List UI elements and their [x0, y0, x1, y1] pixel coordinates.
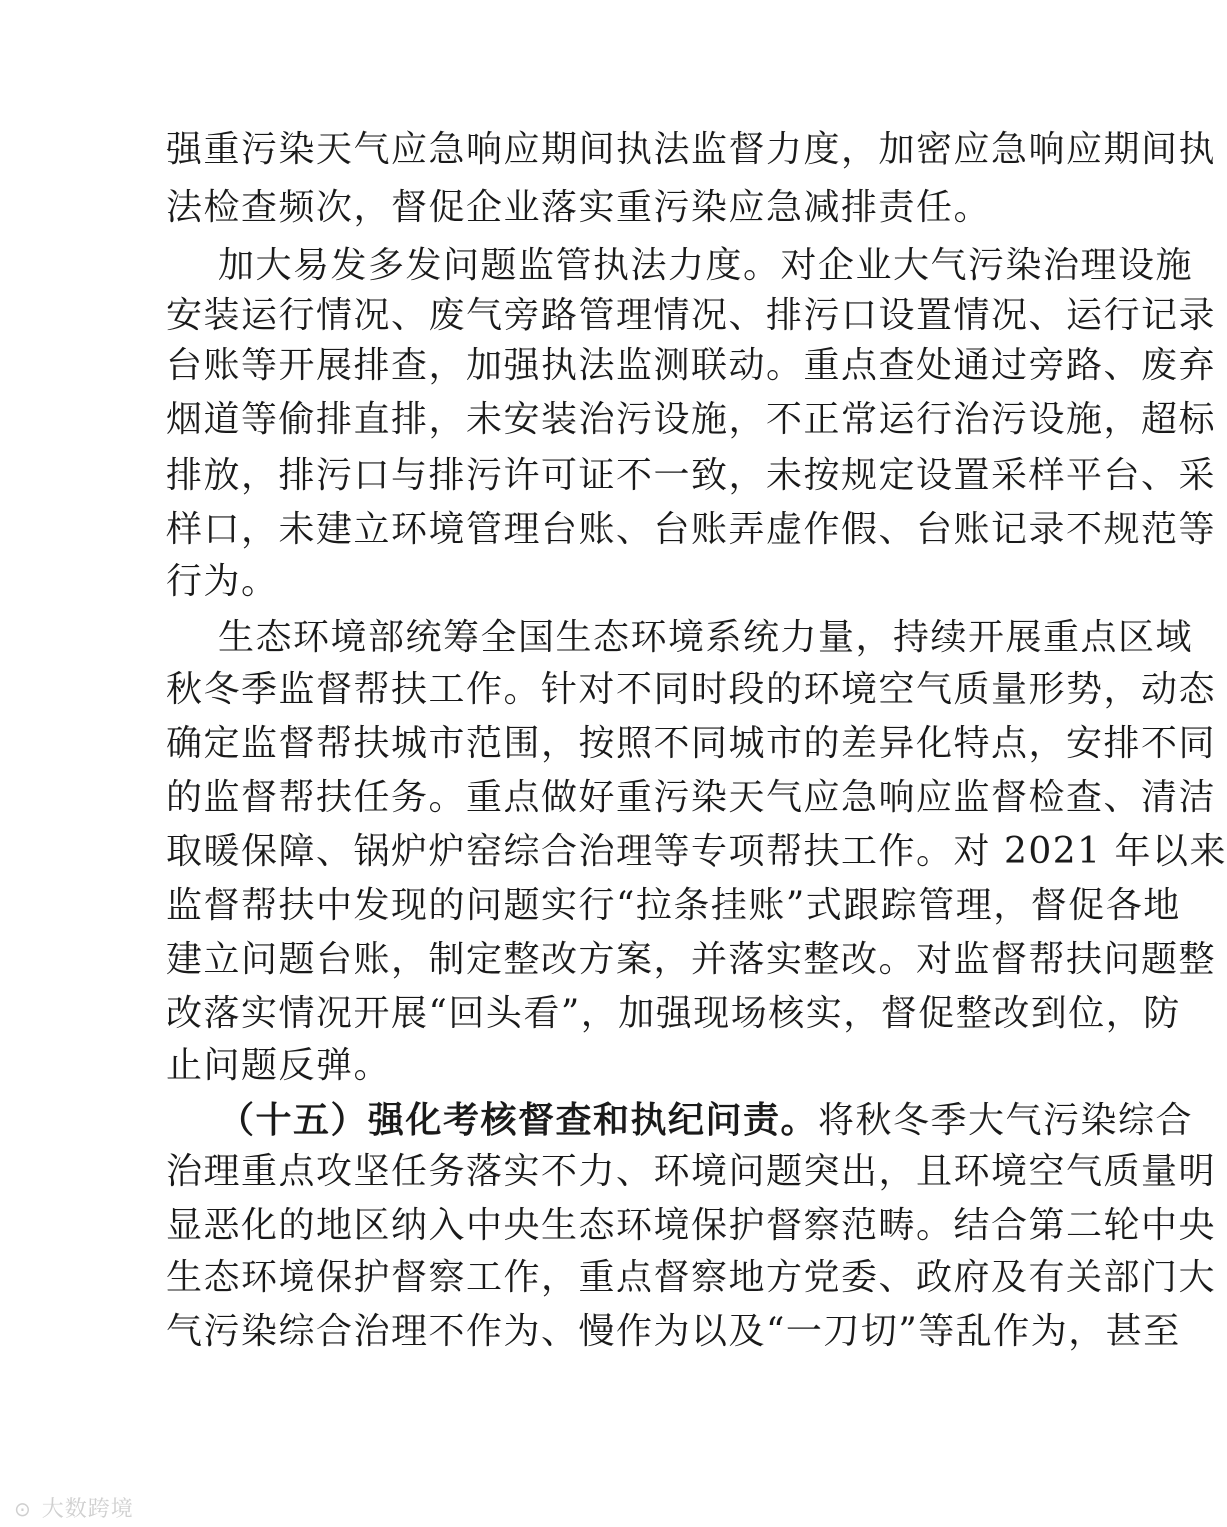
text-line: 加大易发多发问题监管执法力度。对企业大气污染治理设施: [218, 245, 1194, 286]
text-line: 治理重点攻坚任务落实不力、环境问题突出，且环境空气质量明: [166, 1151, 1217, 1192]
text-line: 安装运行情况、废气旁路管理情况、排污口设置情况、运行记录: [166, 295, 1217, 336]
text-line: 烟道等偷排直排，未安装治污设施，不正常运行治污设施，超标: [166, 399, 1217, 440]
watermark-text: 大数跨境: [41, 1497, 134, 1522]
text-line: 排放，排污口与排污许可证不一致，未按规定设置采样平台、采: [166, 455, 1217, 496]
text-line: 行为。: [166, 561, 279, 602]
text-line: 显恶化的地区纳入中央生态环境保护督察范畴。结合第二轮中央: [166, 1205, 1217, 1246]
text-line: 秋冬季监督帮扶工作。针对不同时段的环境空气质量形势，动态: [166, 669, 1217, 710]
text-line: 强重污染天气应急响应期间执法监督力度，加密应急响应期间执: [166, 129, 1217, 170]
text-line: 的监督帮扶任务。重点做好重污染天气应急响应监督检查、清洁: [166, 777, 1217, 818]
text-line: 监督帮扶中发现的问题实行“拉条挂账”式跟踪管理，督促各地: [166, 885, 1181, 926]
watermark: [14, 1492, 134, 1523]
text-line: 建立问题台账，制定整改方案，并落实整改。对监督帮扶问题整: [166, 939, 1217, 980]
text-line: 气污染综合治理不作为、慢作为以及“一刀切”等乱作为，甚至: [166, 1311, 1181, 1352]
text-line: 取暖保障、锅炉炉窑综合治理等专项帮扶工作。对 2021 年以来: [166, 831, 1227, 872]
text-line: 止问题反弹。: [166, 1045, 392, 1086]
text-line: 法检查频次，督促企业落实重污染应急减排责任。: [166, 187, 992, 228]
text-line: 台账等开展排查，加强执法监测联动。重点查处通过旁路、废弃: [166, 345, 1217, 386]
text-line: 生态环境保护督察工作，重点督察地方党委、政府及有关部门大: [166, 1257, 1217, 1298]
section-text: 将秋冬季大气污染综合: [818, 1100, 1194, 1141]
text-line: 样口，未建立环境管理台账、台账弄虚作假、台账记录不规范等: [166, 509, 1217, 550]
text-line: 生态环境部统筹全国生态环境系统力量，持续开展重点区域: [218, 617, 1194, 658]
text-line: 改落实情况开展“回头看”，加强现场核实，督促整改到位，防: [166, 993, 1181, 1034]
watermark-logo-icon: ⊙: [14, 1497, 32, 1521]
section-heading: （十五）强化考核督查和执纪问责。: [218, 1099, 819, 1141]
section-line: [218, 1094, 1194, 1146]
text-line: 确定监督帮扶城市范围，按照不同城市的差异化特点，安排不同: [166, 723, 1217, 764]
